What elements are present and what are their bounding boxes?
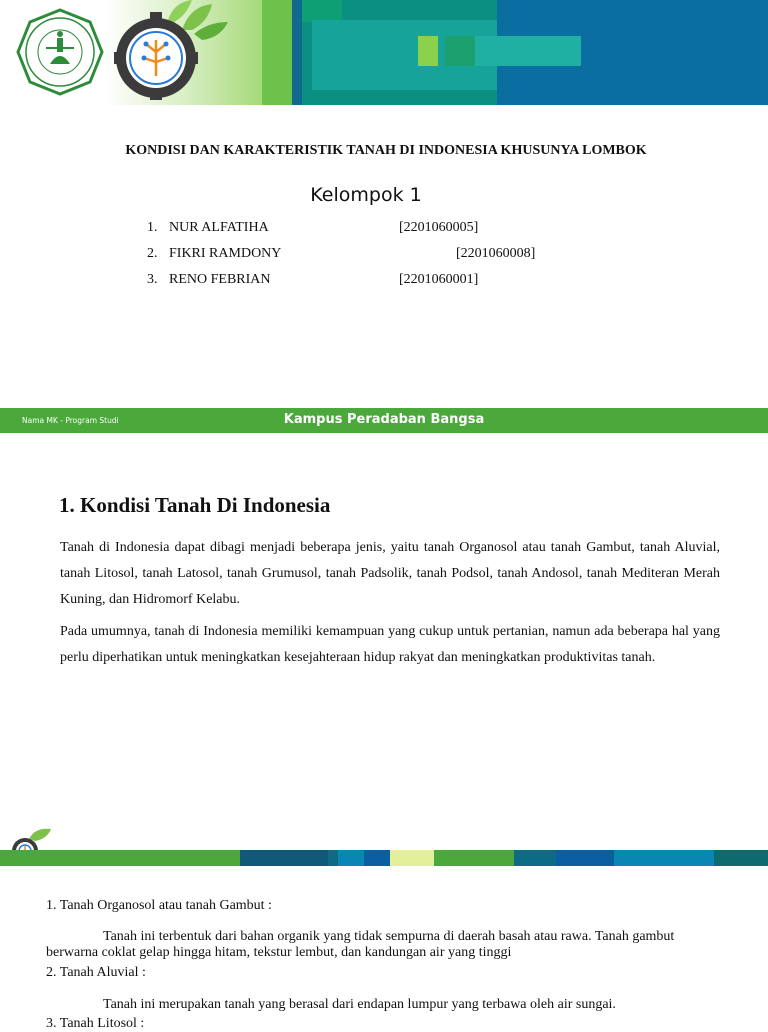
paragraph-2: Pada umumnya, tanah di Indonesia memiliki kemampuan yang cukup untuk pertanian, namun ada beberapa hal yang perlu diperhatikan untuk meningkatkan kesejahteraan hidup rakyat dan meningkatkan produktivitas tanah. xyxy=(60,624,720,665)
member-name: NUR ALFATIHA xyxy=(169,220,269,235)
group-title: Kelompok 1 xyxy=(310,184,422,206)
footer-campus-label: Kampus Peradaban Bangsa xyxy=(283,412,485,427)
faculty-gear-logo xyxy=(112,0,230,100)
soil-item-text: berwarna coklat gelap hingga hitam, tekstur lembut, dan kandungan air yang tinggi xyxy=(46,945,512,960)
soil-item-text: Tanah ini merupakan tanah yang berasal dari endapan lumpur yang terbawa oleh air sungai. xyxy=(103,997,616,1012)
section-heading: 1. Kondisi Tanah Di Indonesia xyxy=(59,493,331,517)
soil-item-title: 3. Tanah Litosol : xyxy=(46,1016,145,1031)
footer-course-label: Nama MK - Program Studi xyxy=(22,416,119,425)
member-id: [2201060005] xyxy=(399,220,479,235)
member-name: FIKRI RAMDONY xyxy=(169,246,282,261)
member-id: [2201060001] xyxy=(399,272,479,287)
soil-item-text: Tanah ini terbentuk dari bahan organik yang tidak sempurna di daerah basah atau rawa. Tanah gambut xyxy=(103,929,675,944)
slide-footer-bar xyxy=(0,850,768,866)
member-id: [2201060008] xyxy=(456,246,536,261)
member-number: 1. xyxy=(147,220,158,235)
soil-item-title: 1. Tanah Organosol atau tanah Gambut : xyxy=(46,898,272,913)
member-number: 3. xyxy=(147,272,158,287)
member-name: RENO FEBRIAN xyxy=(169,272,271,287)
footer-band xyxy=(0,408,768,433)
member-number: 2. xyxy=(147,246,158,261)
document-title: KONDISI DAN KARAKTERISTIK TANAH DI INDONESIA KHUSUNYA LOMBOK xyxy=(125,143,647,158)
university-logo xyxy=(16,8,104,96)
soil-item-title: 2. Tanah Aluvial : xyxy=(46,965,146,980)
paragraph-1: Tanah di Indonesia dapat dibagi menjadi beberapa jenis, yaitu tanah Organosol atau tanah Gambut, tanah Aluvial, tanah Litosol, tanah Latosol, tanah Grumusol, tanah Padsolik, tanah Podsol, tanah Andosol, tanah Mediteran Merah Kuning, dan Hidromorf Kelabu. xyxy=(60,540,720,607)
